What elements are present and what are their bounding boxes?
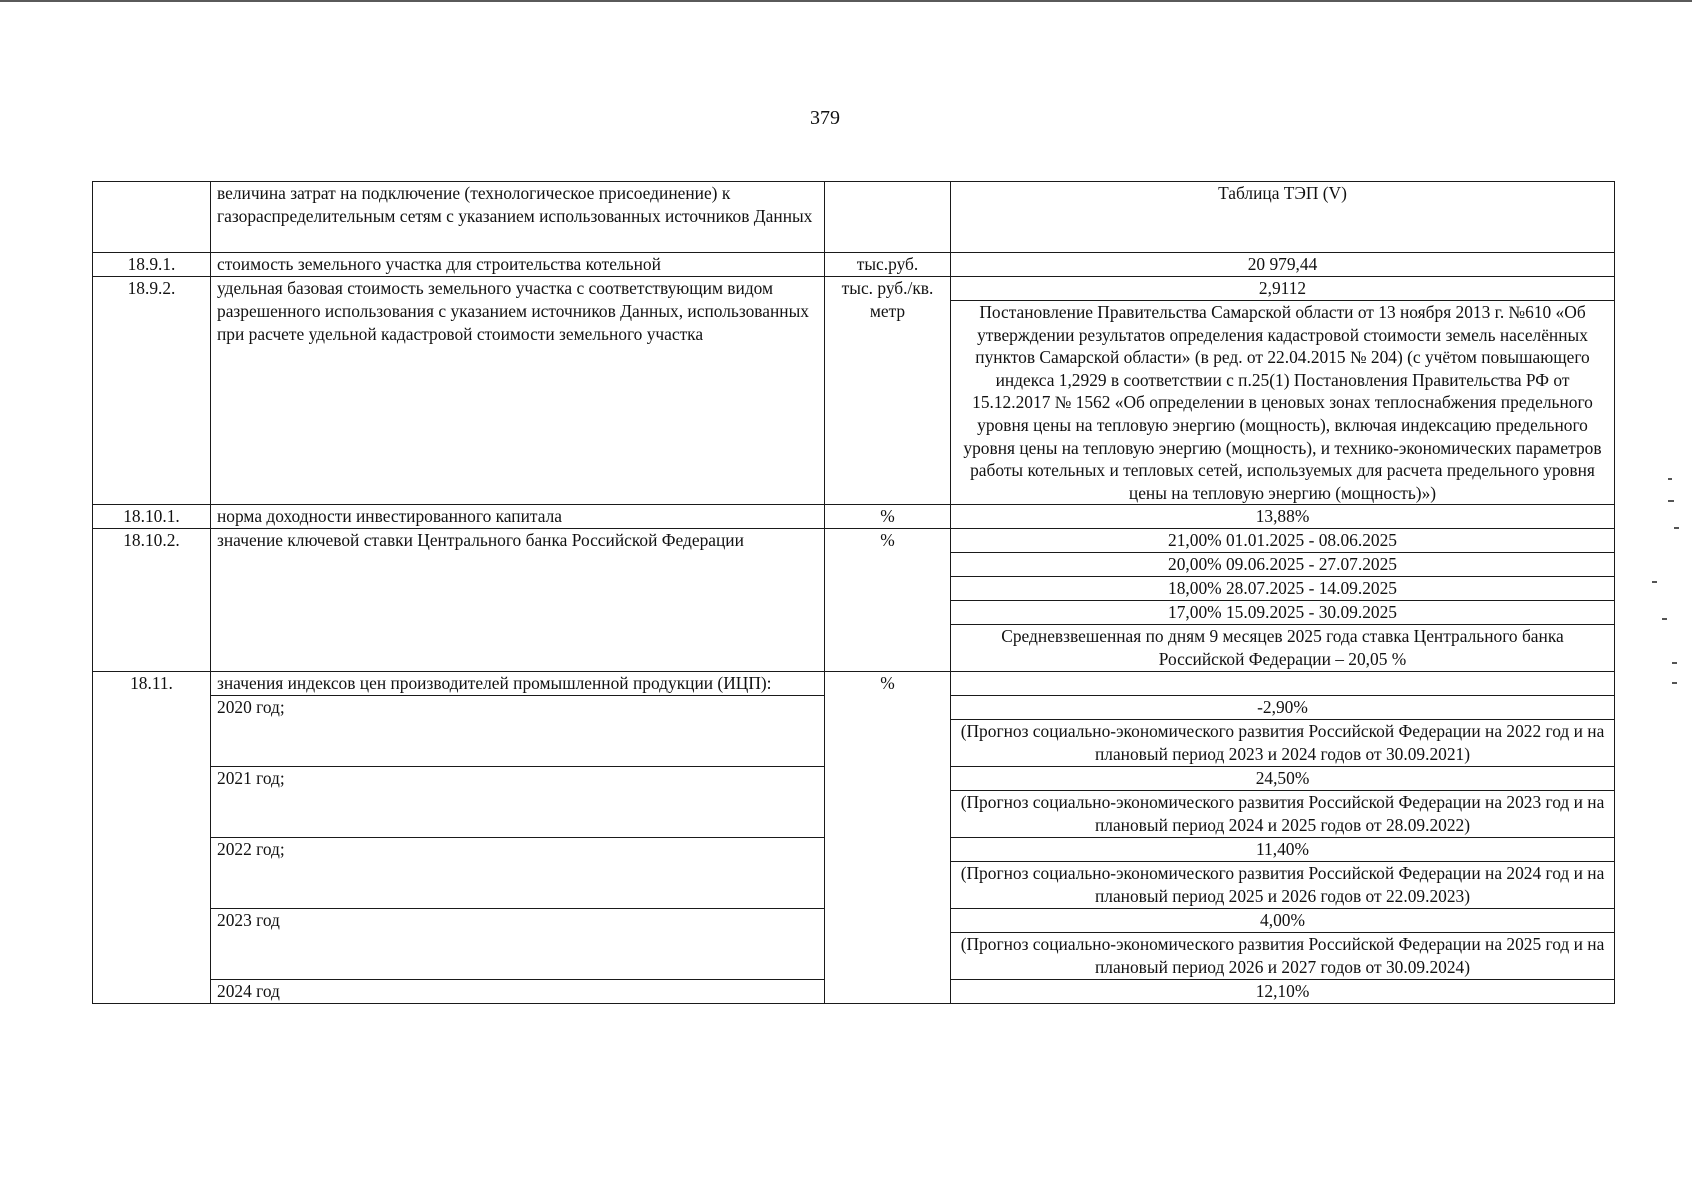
scan-speck — [1668, 478, 1672, 480]
row-name-cell: значения индексов цен производителей промышленной продукции (ИЦП): — [211, 672, 825, 696]
row-name-cell: стоимость земельного участка для строительства котельной — [211, 253, 825, 277]
rate-period-cell: 21,00% 01.01.2025 - 08.06.2025 — [951, 529, 1615, 553]
table-row — [93, 277, 1615, 301]
year-value-cell: 11,40% — [951, 838, 1615, 862]
row-value-cell: 2,9112 — [951, 277, 1615, 301]
year-value-cell: -2,90% — [951, 696, 1615, 720]
row-number-cell: 18.11. — [93, 672, 211, 1004]
table-row — [93, 672, 1615, 696]
rate-period-cell: 18,00% 28.07.2025 - 14.09.2025 — [951, 577, 1615, 601]
year-label-cell: 2024 год — [211, 980, 825, 1004]
rate-period-cell: 17,00% 15.09.2025 - 30.09.2025 — [951, 601, 1615, 625]
scan-speck — [1672, 662, 1677, 664]
scan-speck — [1662, 618, 1667, 620]
row-unit-cell: тыс. руб./кв. метр — [825, 277, 951, 505]
row-value-cell: 20 979,44 — [951, 253, 1615, 277]
scan-top-border — [0, 0, 1692, 2]
row-value-cell: Таблица ТЭП (V) — [951, 182, 1615, 253]
row-number-cell — [93, 182, 211, 253]
row-number-cell: 18.10.2. — [93, 529, 211, 672]
row-number-cell: 18.9.1. — [93, 253, 211, 277]
scan-speck — [1672, 682, 1677, 684]
row-unit-cell: тыс.руб. — [825, 253, 951, 277]
average-rate-cell: Средневзвешенная по дням 9 месяцев 2025 года ставка Центрального банка Российской Федерации – 20,05 % — [951, 625, 1615, 672]
row-value-cell: 13,88% — [951, 505, 1615, 529]
technical-economic-table — [92, 181, 1615, 1004]
row-number-cell: 18.10.1. — [93, 505, 211, 529]
table-row — [93, 529, 1615, 553]
year-label-cell: 2021 год; — [211, 767, 825, 838]
row-name-cell: норма доходности инвестированного капитала — [211, 505, 825, 529]
row-unit-cell: % — [825, 529, 951, 672]
scan-speck — [1674, 527, 1679, 529]
table-row — [93, 253, 1615, 277]
row-unit-cell — [825, 182, 951, 253]
row-value-cell — [951, 672, 1615, 696]
row-source-cell: Постановление Правительства Самарской области от 13 ноября 2013 г. №610 «Об утверждении результатов определения кадастровой стоимости земель населённых пунктов Самарской области» (в ред. от 22.04.2015 № 204) (с учётом повышающего индекса 1,2929 в соответствии с п.25(1) Постановления Правительства РФ от 15.12.2017 № 1562 «Об определении в ценовых зонах теплоснабжения предельного уровня цены на тепловую энергию (мощность), включая индексацию предельного уровня цены на тепловую энергию (мощность), и технико-экономических параметров работы котельных и тепловых сетей, используемых для расчета предельного уровня цены на тепловую энергию (мощность)») — [951, 301, 1615, 505]
scan-speck — [1668, 500, 1674, 502]
table-row — [93, 505, 1615, 529]
year-value-cell: 12,10% — [951, 980, 1615, 1004]
scan-speck — [1652, 581, 1657, 583]
row-name-cell: удельная базовая стоимость земельного участка с соответствующим видом разрешенного использования с указанием источников Данных, использованных при расчете удельной кадастровой стоимости земельного участка — [211, 277, 825, 505]
rate-period-cell: 20,00% 09.06.2025 - 27.07.2025 — [951, 553, 1615, 577]
row-unit-cell: % — [825, 505, 951, 529]
row-name-cell: величина затрат на подключение (технологическое присоединение) к газораспределительным сетям с указанием использованных источников Данных — [211, 182, 825, 253]
year-source-cell: (Прогноз социально-экономического развития Российской Федерации на 2025 год и на плановый период 2026 и 2027 годов от 30.09.2024) — [951, 933, 1615, 980]
year-source-cell: (Прогноз социально-экономического развития Российской Федерации на 2022 год и на плановый период 2023 и 2024 годов от 30.09.2021) — [951, 720, 1615, 767]
year-value-cell: 24,50% — [951, 767, 1615, 791]
year-value-cell: 4,00% — [951, 909, 1615, 933]
year-label-cell: 2023 год — [211, 909, 825, 980]
page-number: 379 — [810, 107, 840, 129]
row-number-cell: 18.9.2. — [93, 277, 211, 505]
year-source-cell: (Прогноз социально-экономического развития Российской Федерации на 2024 год и на плановый период 2025 и 2026 годов от 22.09.2023) — [951, 862, 1615, 909]
year-label-cell: 2020 год; — [211, 696, 825, 767]
row-unit-cell: % — [825, 672, 951, 1004]
year-source-cell: (Прогноз социально-экономического развития Российской Федерации на 2023 год и на плановый период 2024 и 2025 годов от 28.09.2022) — [951, 791, 1615, 838]
table-row — [93, 182, 1615, 253]
year-label-cell: 2022 год; — [211, 838, 825, 909]
row-name-cell: значение ключевой ставки Центрального банка Российской Федерации — [211, 529, 825, 672]
